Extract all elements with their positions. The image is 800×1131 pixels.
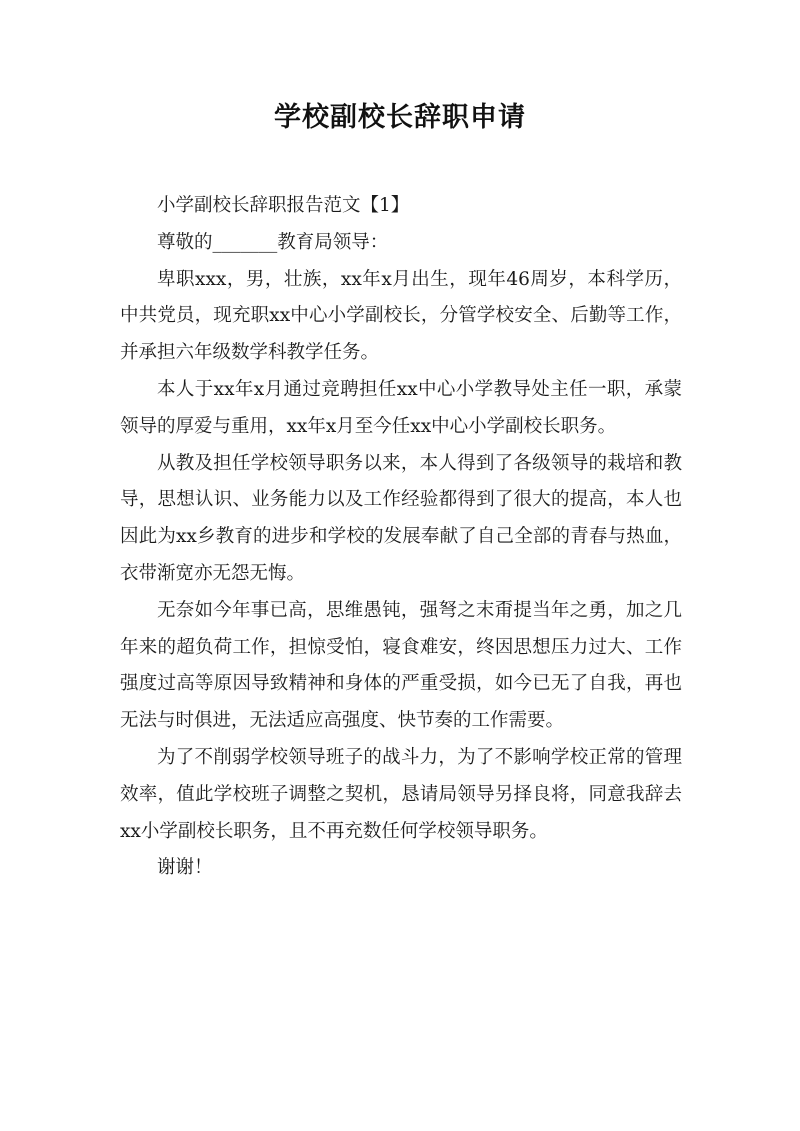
paragraph-reason: 无奈如今年事已高，思维愚钝，强弩之末甭提当年之勇，加之几年来的超负荷工作，担惊受怕，寝食难安，终因思想压力过大、工作强度过高等原因导致精神和身体的严重受损，如今已无了自我，再也无法与时俱进，无法适应高强度、快节奏的工作需要。 [120, 599, 682, 732]
paragraph-salutation: 尊敬的_______教育局领导： [157, 231, 389, 253]
paragraph-request: 为了不削弱学校领导班子的战斗力，为了不影响学校正常的管理效率，值此学校班子调整之契机，恳请局领导另择良将，同意我辞去xx小学副校长职务，且不再充数任何学校领导职务。 [120, 746, 682, 842]
document-body [120, 188, 682, 887]
paragraph-heading: 小学副校长辞职报告范文【1】 [157, 195, 410, 216]
paragraph-closing: 谢谢！ [157, 857, 213, 879]
paragraph-career: 本人于xx年x月通过竞聘担任xx中心小学教导处主任一职，承蒙领导的厚爱与重用，xx年x月至今任xx中心小学副校长职务。 [120, 378, 682, 437]
paragraph-gratitude: 从教及担任学校领导职务以来，本人得到了各级领导的栽培和教导，思想认识、业务能力以及工作经验都得到了很大的提高，本人也因此为xx乡教育的进步和学校的发展奉献了自己全部的青春与热血，衣带渐宽亦无怨无悔。 [120, 452, 682, 584]
paragraph-introduction: 卑职xxx，男，壮族，xx年x月出生，现年46周岁，本科学历，中共党员，现充职xx中心小学副校长，分管学校安全、后勤等工作，并承担六年级数学科教学任务。 [120, 268, 682, 364]
document-title: 学校副校长辞职申请 [274, 102, 526, 133]
